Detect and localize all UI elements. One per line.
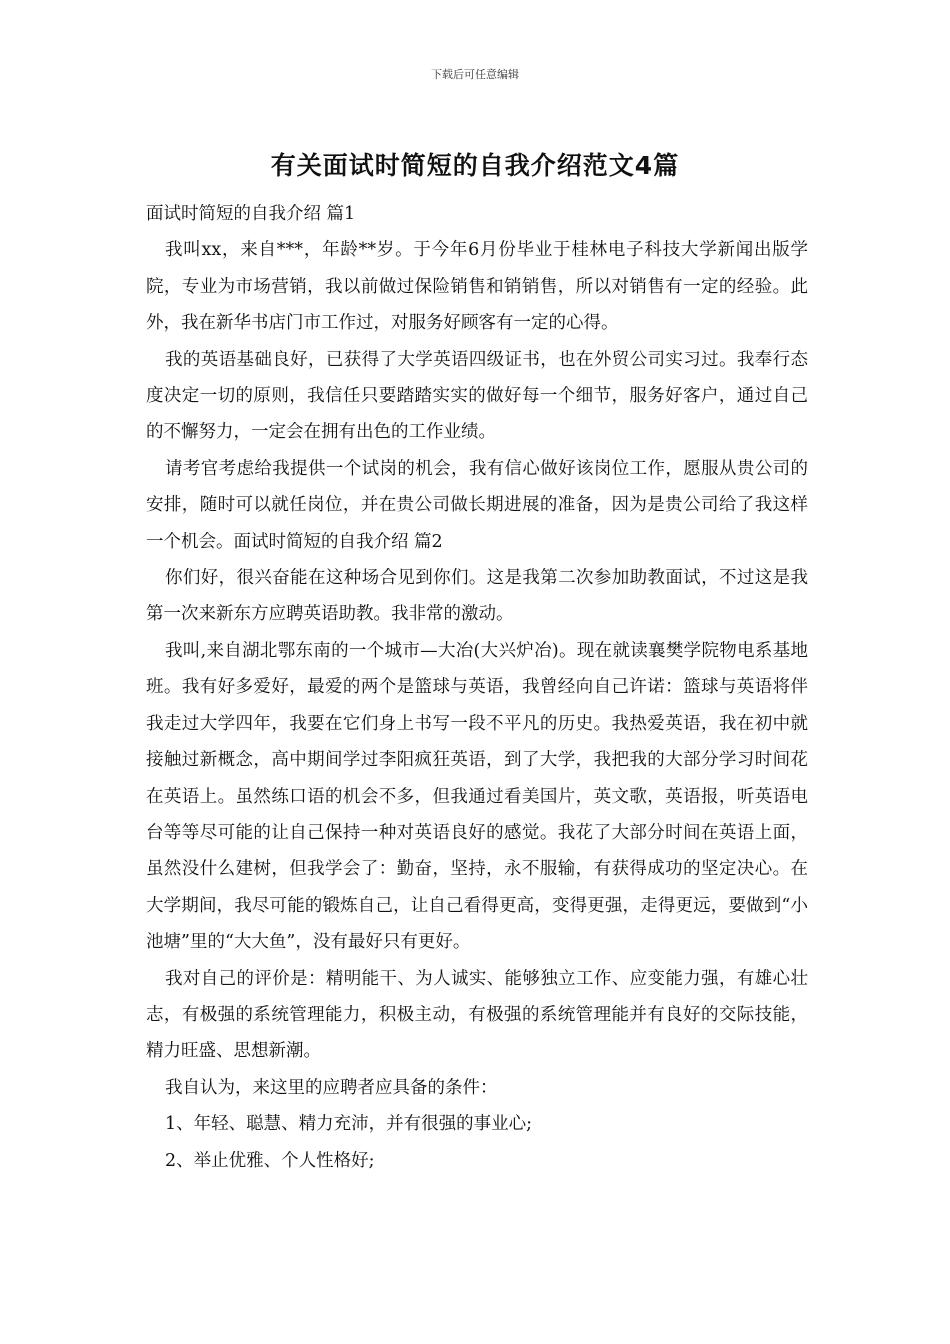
section-heading: 面试时简短的自我介绍 篇1 xyxy=(146,204,356,224)
paragraph: 你们好，很兴奋能在这种场合见到你们。这是我第二次参加助教面试，不过这是我第一次来新东方应聘英语助教。我非常的激动。 xyxy=(146,568,808,625)
list-item: 1、年轻、聪慧、精力充沛，并有很强的事业心; xyxy=(165,1114,533,1135)
paragraph: 我对自己的评价是：精明能干、为人诚实、能够独立工作、应变能力强，有雄心壮志，有极强的系统管理能力，积极主动，有极强的系统管理能并有良好的交际技能，精力旺盛、思想新潮。 xyxy=(146,968,808,1062)
paragraph: 请考官考虑给我提供一个试岗的机会，我有信心做好该岗位工作，愿服从贵公司的安排，随时可以就任岗位，并在贵公司做长期进展的准备，因为是贵公司给了我这样一个机会。面试时简短的自我介绍 篇2 xyxy=(146,458,808,552)
document-body xyxy=(146,196,808,1179)
list-item: 2、举止优雅、个人性格好; xyxy=(165,1150,375,1171)
document-title: 有关面试时简短的自我介绍范文4篇 xyxy=(270,151,680,180)
header-note: 下载后可任意编辑 xyxy=(431,68,519,81)
paragraph: 我叫xx，来自***，年龄**岁。于今年6月份毕业于桂林电子科技大学新闻出版学院，专业为市场营销，我以前做过保险销售和销销售，所以对销售有一定的经验。此外，我在新华书店门市工作过，对服务好顾客有一定的心得。 xyxy=(146,240,808,334)
paragraph: 我叫,来自湖北鄂东南的一个城市—大冶(大兴炉冶)。现在就读襄樊学院物电系基地班。我有好多爱好，最爱的两个是篮球与英语，我曾经向自己许诺：篮球与英语将伴我走过大学四年，我要在它们身上书写一段不平凡的历史。我热爱英语，我在初中就接触过新概念，高中期间学过李阳疯狂英语，到了大学，我把我的大部分学习时间花在英语上。虽然练口语的机会不多，但我通过看美国片，英文歌，英语报，听英语电台等等尽可能的让自己保持一种对英语良好的感觉。我花了大部分时间在英语上面，虽然没什么建树，但我学会了：勤奋，坚持，永不服输，有获得成功的坚定决心。在大学期间，我尽可能的锻炼自己，让自己看得更高，变得更强，走得更远，要做到“小池塘”里的“大大鱼”，没有最好只有更好。 xyxy=(146,640,808,953)
paragraph: 我的英语基础良好，已获得了大学英语四级证书，也在外贸公司实习过。我奉行态度决定一切的原则，我信任只要踏踏实实的做好每一个细节，服务好客户，通过自己的不懈努力，一定会在拥有出色的工作业绩。 xyxy=(146,349,808,443)
paragraph: 我自认为，来这里的应聘者应具备的条件： xyxy=(165,1077,498,1098)
